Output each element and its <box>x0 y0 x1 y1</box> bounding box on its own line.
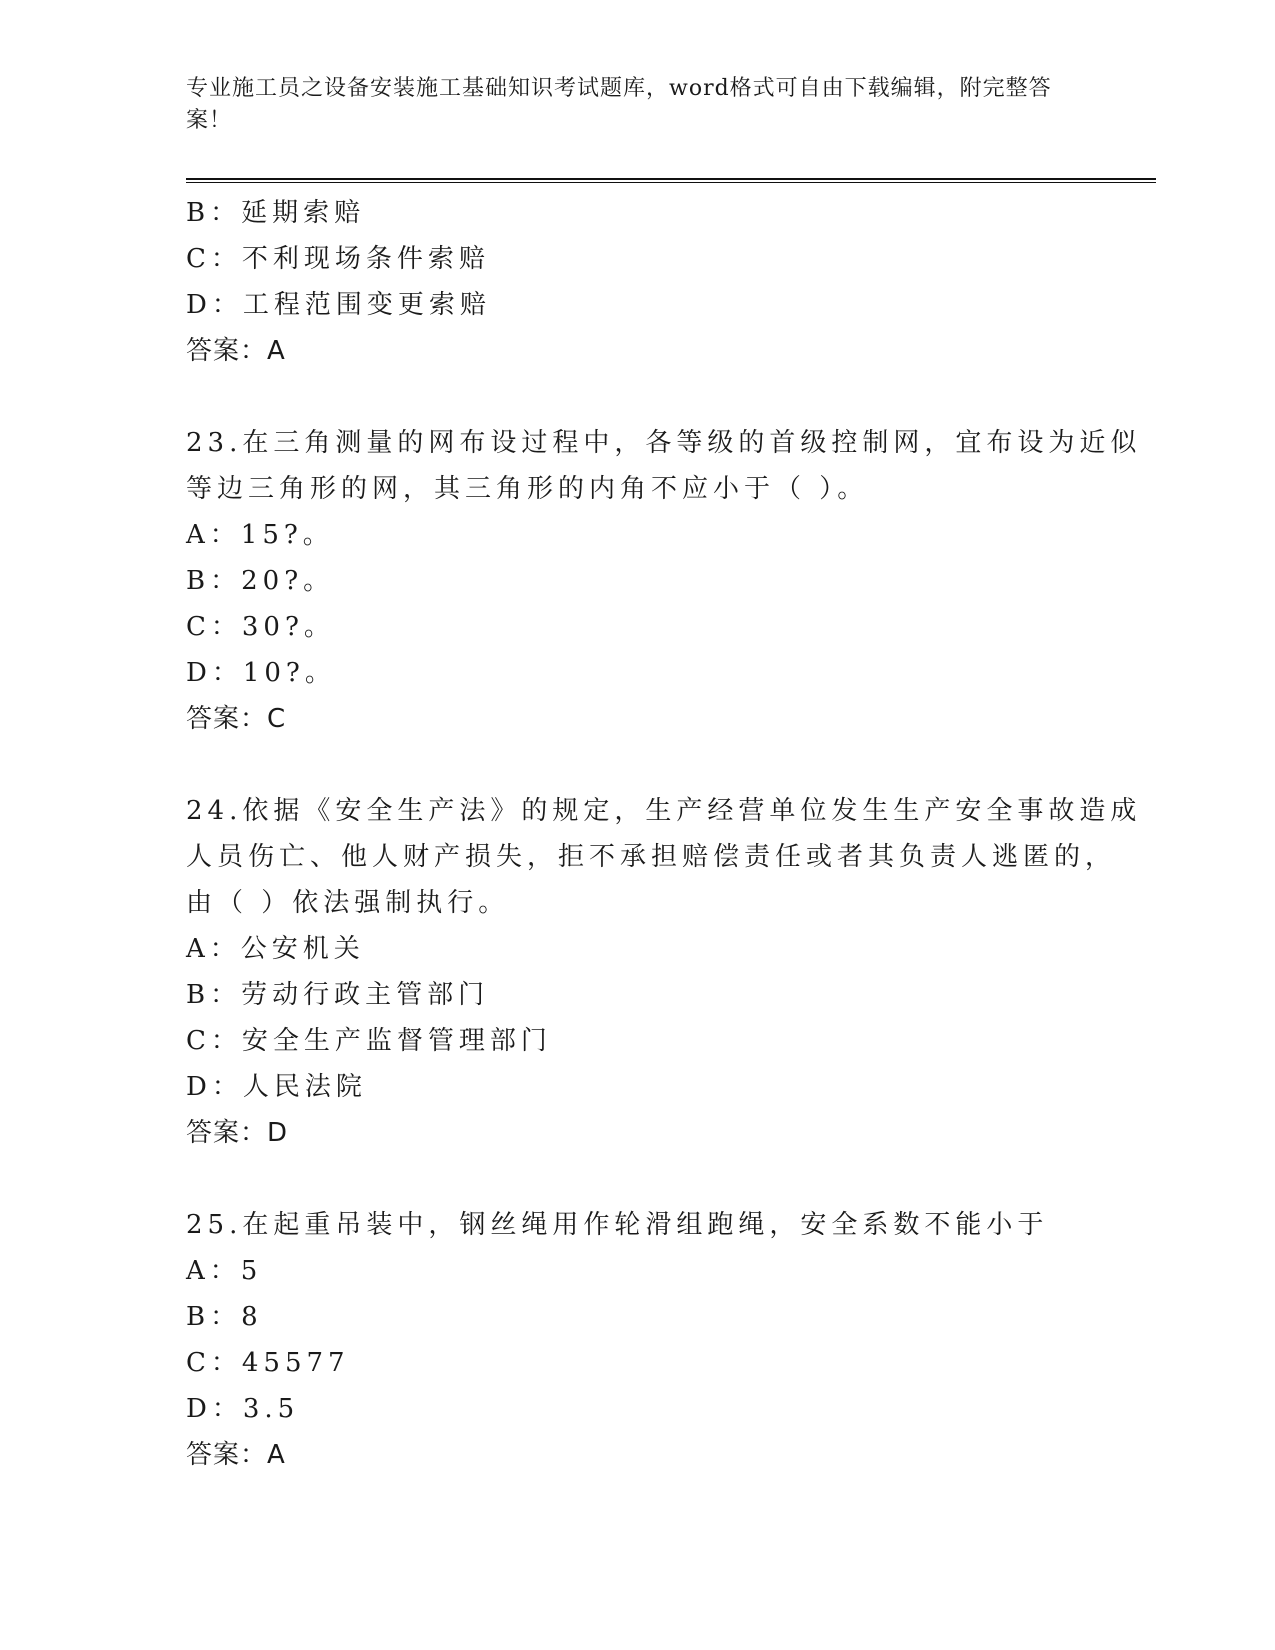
document-header: 专业施工员之设备安装施工基础知识考试题库，word格式可自由下载编辑，附完整答案！ <box>186 76 1052 133</box>
question-24 <box>186 788 1156 1156</box>
header-divider <box>186 178 1156 183</box>
option-b: B：延期索赔 <box>186 198 366 228</box>
option-a: A：5 <box>186 1256 263 1286</box>
question-text-line: 25.在起重吊装中，钢丝绳用作轮滑组跑绳，安全系数不能小于 <box>186 1210 1049 1240</box>
option-d: D：10?。 <box>186 658 336 688</box>
spacer <box>186 374 1156 420</box>
prev-question-block <box>186 190 1156 374</box>
option-d: D：人民法院 <box>186 1072 367 1102</box>
spacer <box>186 742 1156 788</box>
option-c: C：不利现场条件索赔 <box>186 244 490 274</box>
question-text-line: 24.依据《安全生产法》的规定，生产经营单位发生生产安全事故造成 <box>186 796 1142 826</box>
option-b: B：8 <box>186 1302 263 1332</box>
answer-line: 答案：A <box>186 336 286 366</box>
question-23 <box>186 420 1156 742</box>
option-c: C：45577 <box>186 1348 350 1378</box>
answer-line: 答案：A <box>186 1440 286 1470</box>
option-a: A：15?。 <box>186 520 334 550</box>
option-c: C：安全生产监督管理部门 <box>186 1026 552 1056</box>
option-d: D：3.5 <box>186 1394 300 1424</box>
spacer <box>186 1156 1156 1202</box>
option-c: C：30?。 <box>186 612 335 642</box>
option-a: A：公安机关 <box>186 934 365 964</box>
question-text-line: 人员伤亡、他人财产损失，拒不承担赔偿责任或者其负责人逃匿的， <box>186 842 1117 872</box>
option-d: D：工程范围变更索赔 <box>186 290 491 320</box>
answer-line: 答案：D <box>186 1118 289 1148</box>
question-text-line: 23.在三角测量的网布设过程中，各等级的首级控制网，宜布设为近似 <box>186 428 1142 458</box>
option-b: B：20?。 <box>186 566 335 596</box>
question-text-line: 等边三角形的网，其三角形的内角不应小于（ ）。 <box>186 474 869 504</box>
option-b: B：劳动行政主管部门 <box>186 980 490 1010</box>
answer-line: 答案：C <box>186 704 287 734</box>
question-content <box>186 190 1156 1478</box>
question-text-line: 由（ ）依法强制执行。 <box>186 888 510 918</box>
question-25 <box>186 1202 1156 1478</box>
